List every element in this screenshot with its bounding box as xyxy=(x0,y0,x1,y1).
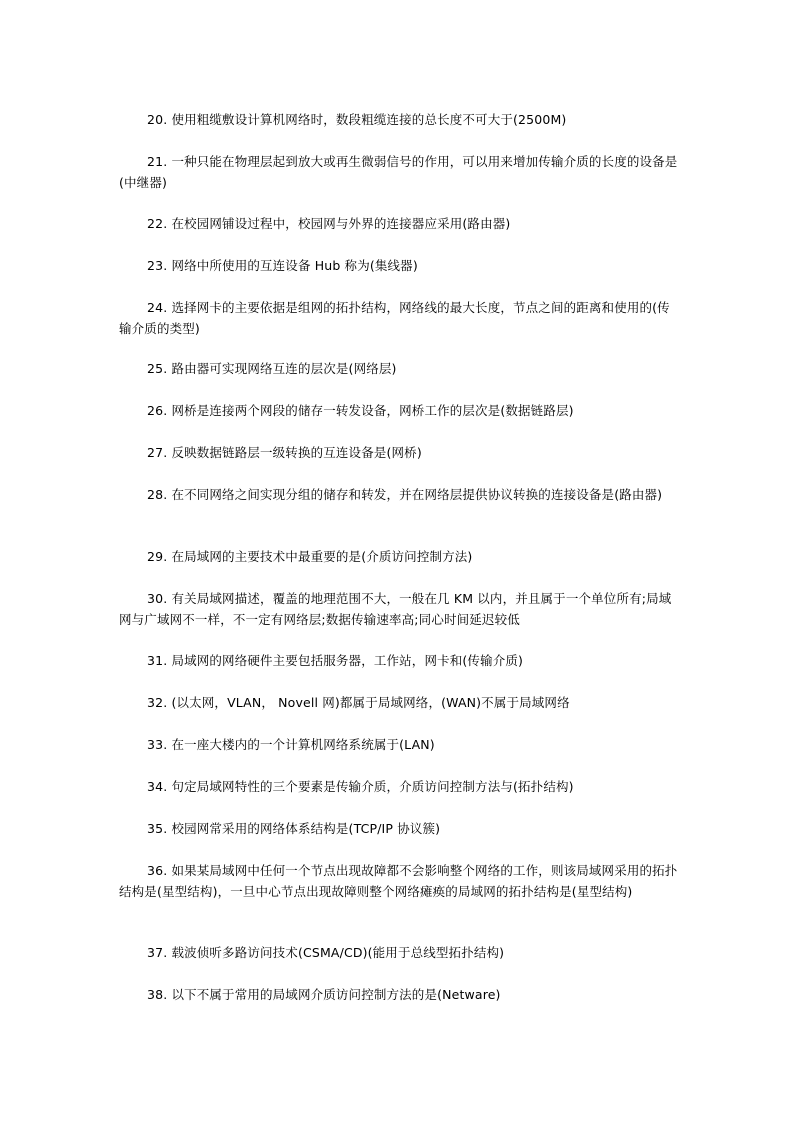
question-23: 23. 网络中所使用的互连设备 Hub 称为(集线器) xyxy=(147,257,418,273)
question-38: 38. 以下不属于常用的局域网介质访问控制方法的是(Netware) xyxy=(147,986,501,1002)
question-31: 31. 局域网的网络硬件主要包括服务器，工作站，网卡和(传输介质) xyxy=(147,652,524,668)
question-34: 34. 句定局域网特性的三个要素是传输介质，介质访问控制方法与(拓扑结构) xyxy=(147,778,574,794)
question-32: 32. (以太网，VLAN， Novell 网)都属于局域网络，(WAN)不属于局域网络 xyxy=(147,694,570,710)
question-20: 20. 使用粗缆敷设计算机网络时，数段粗缆连接的总长度不可大于(2500M) xyxy=(147,111,567,127)
question-28: 28. 在不同网络之间实现分组的储存和转发，并在网络层提供协议转换的连接设备是(路由器) xyxy=(147,486,663,502)
question-21: 21. 一种只能在物理层起到放大或再生微弱信号的作用，可以用来增加传输介质的长度的设备是(中继器) xyxy=(119,153,678,190)
question-36: 36. 如果某局域网中任何一个节点出现故障都不会影响整个网络的工作，则该局域网采用的拓扑结构是(星型结构)，一旦中心节点出现故障则整个网络瘫痪的局域网的拓扑结构是(星型结构) xyxy=(119,862,678,899)
question-30: 30. 有关局域网描述，覆盖的地理范围不大，一般在几 KM 以内，并且属于一个单位所有;局域网与广域网不一样，不一定有网络层;数据传输速率高;同心时间延迟较低 xyxy=(119,590,672,627)
question-22: 22. 在校园网铺设过程中，校园网与外界的连接器应采用(路由器) xyxy=(147,215,511,231)
question-33: 33. 在一座大楼内的一个计算机网络系统属于(LAN) xyxy=(147,736,435,752)
question-24: 24. 选择网卡的主要依据是组网的拓扑结构，网络线的最大长度，节点之间的距离和使用的(传输介质的类型) xyxy=(119,299,670,336)
question-25: 25. 路由器可实现网络互连的层次是(网络层) xyxy=(147,360,397,376)
question-29: 29. 在局域网的主要技术中最重要的是(介质访问控制方法) xyxy=(147,548,473,564)
question-35: 35. 校园网常采用的网络体系结构是(TCP/IP 协议簇) xyxy=(147,820,441,836)
question-26: 26. 网桥是连接两个网段的储存一转发设备，网桥工作的层次是(数据链路层) xyxy=(147,402,574,418)
question-37: 37. 载波侦听多路访问技术(CSMA/CD)(能用于总线型拓扑结构) xyxy=(147,944,505,960)
question-27: 27. 反映数据链路层一级转换的互连设备是(网桥) xyxy=(147,444,422,460)
